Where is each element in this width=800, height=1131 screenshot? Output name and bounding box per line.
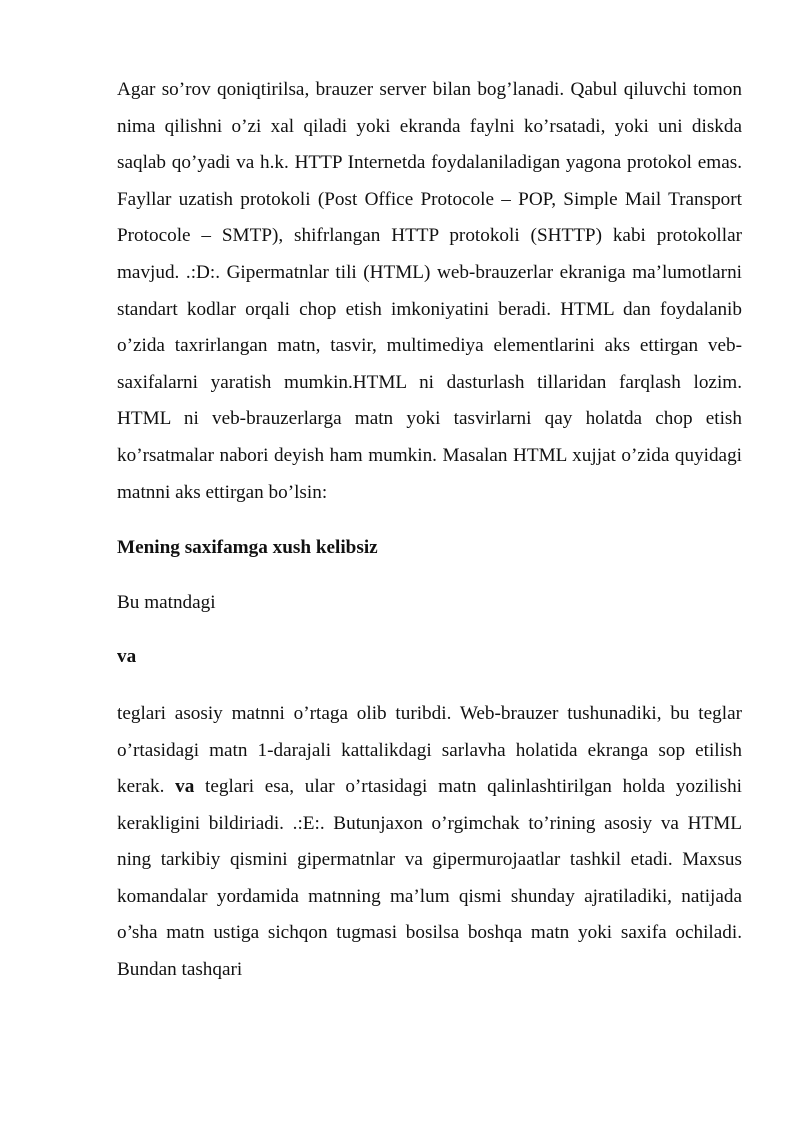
- example-plain-line: Bu matndagi: [117, 591, 216, 613]
- paragraph-text: teglari esa, ular o’rtasidagi matn qalinlashtirilgan holda yozilishi kerakligini bildiriadi. .:E:. Butunjaxon o’rgimchak to’rining asosiy va HTML ning tarkibiy qismini gipermatnlar va gipermurojaatlar tashkil etadi. Maxsus komandalar yordamida matnning ma’lum qismi shunday ajratiladiki, natijada o’sha matn ustiga sichqon tugmasi bosilsa boshqa matn yoki saxifa ochiladi. Bundan tashqari: [117, 776, 743, 981]
- body-paragraph-2: [117, 696, 742, 989]
- document-page: [117, 72, 742, 989]
- bold-inline-text: va: [175, 776, 195, 798]
- example-heading: Mening saxifamga xush kelibsiz: [117, 537, 378, 559]
- paragraph-text: teglari asosiy matnni o’rtaga olib turibdi. Web-brauzer tushunadiki, bu teglar o’rtasidagi matn 1-darajali kattalikdagi sarlavha holatida ekranga sop etilish kerak.: [117, 702, 742, 798]
- body-paragraph: Agar so’rov qoniqtirilsa, brauzer server bilan bog’lanadi. Qabul qiluvchi tomon nima qilishni o’zi xal qiladi yoki ekranda faylni ko’rsatadi, yoki uni diskda saqlab qo’yadi va h.k. HTTP Internetda foydalaniladigan yagona protokol emas. Fayllar uzatish protokoli (Post Office Protocole – POP, Simple Mail Transport Protocole – SMTP), shifrlangan HTTP protokoli (SHTTP) kabi protokollar mavjud. .:D:. Gipermatnlar tili (HTML) web-brauzerlar ekraniga ma’lumotlarni standart kodlar orqali chop etish imkoniyatini beradi. HTML dan foydalanib o’zida taxrirlangan matn, tasvir, multimediya elementlarini aks ettirgan veb-saxifalarni yaratish mumkin.HTML ni dasturlash tillaridan farqlash lozim. HTML ni veb-brauzerlarga matn yoki tasvirlarni qay holatda chop etish ko’rsatmalar nabori deyish ham mumkin. Masalan HTML xujjat o’zida quyidagi matnni aks ettirgan bo’lsin:: [117, 79, 742, 503]
- example-bold-line: va: [117, 646, 137, 668]
